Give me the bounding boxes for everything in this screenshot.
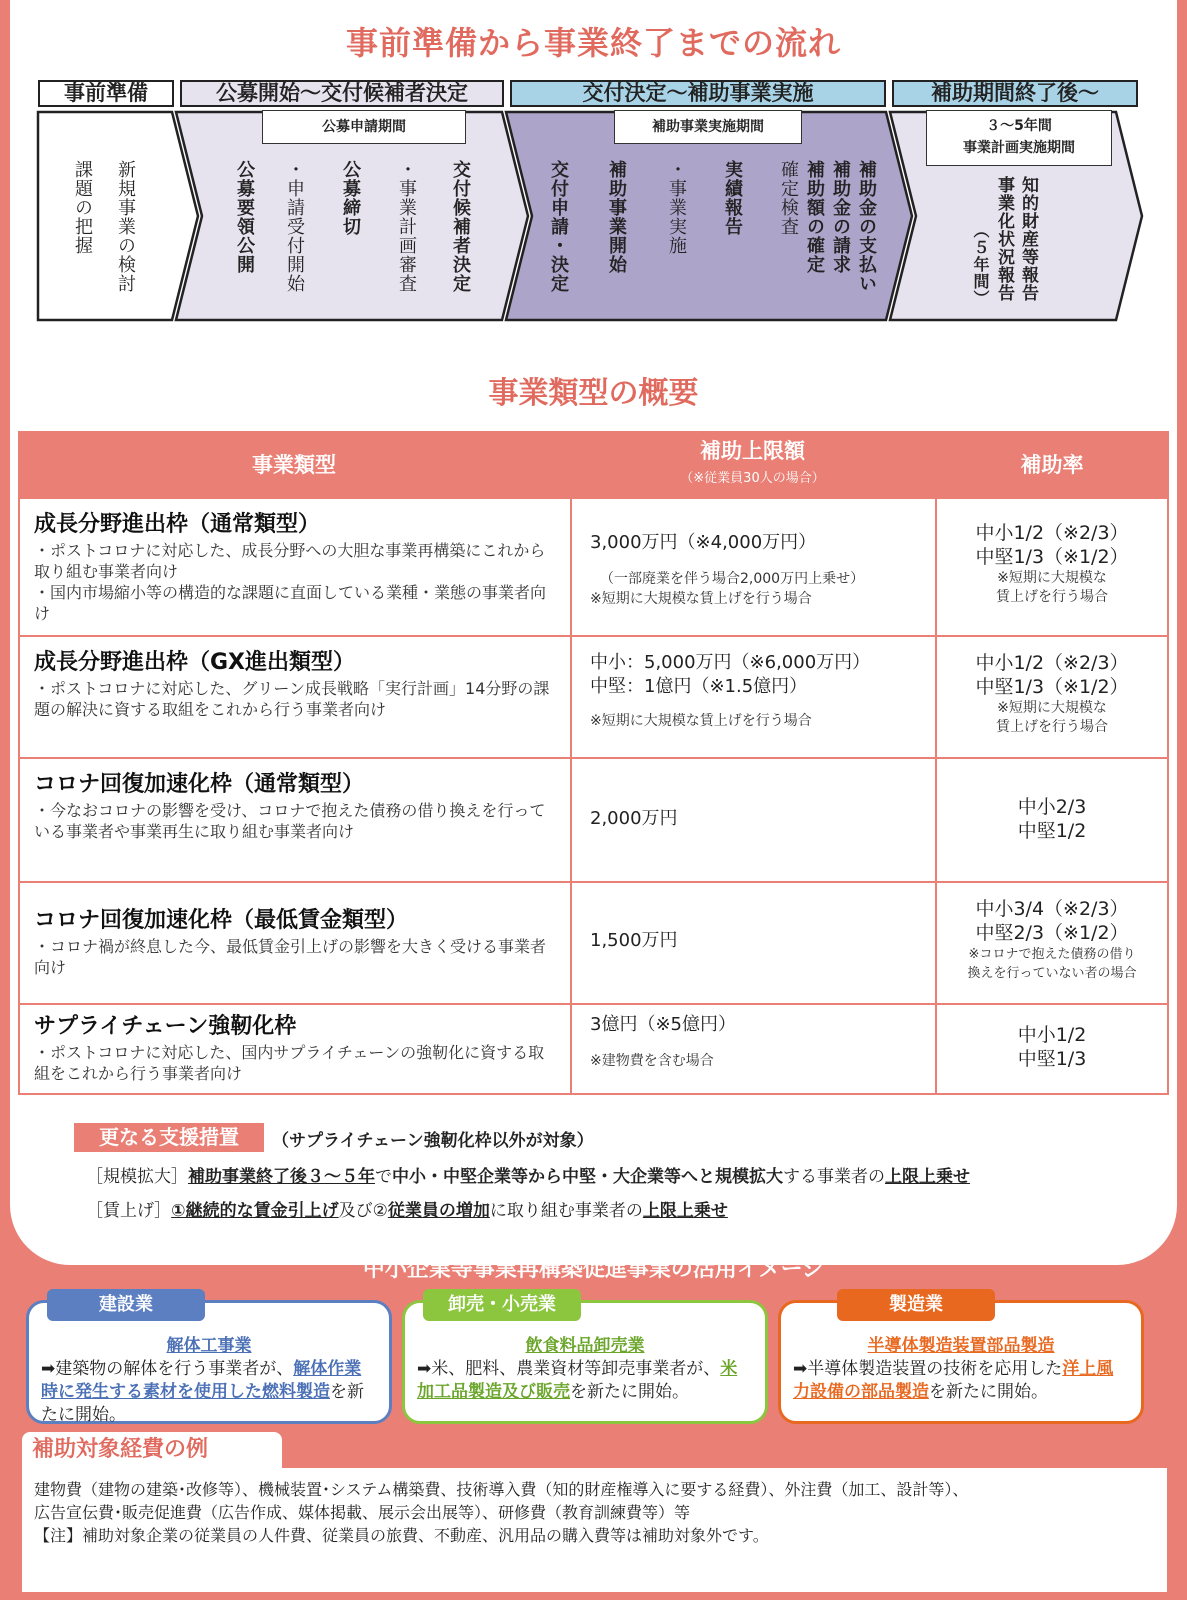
row-amount: 2,000万円: [590, 808, 678, 829]
header-cap: [570, 435, 935, 486]
row-rate-note: 賃上げを行う場合: [996, 719, 1108, 735]
card-body: [793, 1358, 1129, 1404]
row-name: サプライチェーン強靭化枠: [34, 1014, 297, 1039]
row-name: 成長分野進出枠（通常類型）: [34, 512, 321, 537]
step-guideline: 公募要領公開: [234, 160, 255, 274]
phase-after: 補助期間終了後～: [892, 80, 1138, 107]
support-scope: （サプライチェーン強靭化枠以外が対象）: [272, 1131, 594, 1151]
text: を新たに開始。: [929, 1382, 1048, 1402]
step-new-business: 新規事業の検討: [115, 160, 136, 293]
step-candidate-decision: 交付候補者決定: [450, 160, 471, 293]
step-inspection: 確定検査: [778, 160, 799, 236]
table-row: [18, 499, 1169, 637]
step-five-years: （５年間）: [971, 222, 990, 307]
table-row: [18, 883, 1169, 1005]
step-ip-report: 知的財産等報告: [1018, 176, 1038, 302]
expenses-note: 【注】補助対象企業の従業員の人件費、従業員の旅費、不動産、汎用品の購入費等は補助対象外です。: [34, 1526, 769, 1545]
row-desc: ・ポストコロナに対応した、国内サプライチェーンの強靭化に資する取組をこれから行う事業者向け: [34, 1043, 545, 1083]
table-row: [18, 1005, 1169, 1095]
row-name: コロナ回復加速化枠（通常類型）: [34, 772, 365, 797]
header-cap-label: 補助上限額: [700, 439, 805, 463]
step-claim: 補助金の請求: [830, 160, 851, 274]
row-amount: 1,500万円: [590, 930, 678, 951]
support-tag: 更なる支援措置: [74, 1123, 264, 1152]
table-row: [18, 637, 1169, 759]
row-rate: 中堅2/3（※1/2）: [975, 922, 1129, 944]
expenses-tag: 補助対象経費の例: [22, 1432, 282, 1468]
text: を新たに開始。: [41, 1382, 364, 1425]
text: で: [375, 1167, 392, 1187]
card-body: [41, 1358, 377, 1427]
row-amount: 中堅：1億円（※1.5億円）: [590, 676, 808, 697]
row-amount: 3,000万円（※4,000万円）: [590, 532, 817, 553]
text: を新たに開始。: [570, 1382, 689, 1402]
table-header: [18, 431, 1169, 499]
header-cap-note: （※従業員30人の場合）: [680, 471, 825, 486]
row-rate: 中小1/2: [1017, 1024, 1087, 1046]
row-rate: 中小1/2（※2/3）: [975, 652, 1129, 674]
phase-apply: 公募開始～交付候補者決定: [180, 80, 504, 107]
text: 解体作業時に発生する素材を使用した燃料製造: [41, 1359, 362, 1402]
text: ［規模拡大］: [86, 1167, 188, 1187]
row-rate-note: ※コロナで抱えた債務の借り: [968, 947, 1136, 962]
card-body: [417, 1358, 753, 1404]
expenses-line: 広告宣伝費･販売促進費（広告作成、媒体掲載、展示会出展等）、研修費（教育訓練費等）等: [34, 1503, 691, 1522]
support-line-scale: [86, 1162, 970, 1187]
text: に取り組む事業者の: [489, 1201, 643, 1221]
card-tag: 建設業: [47, 1289, 205, 1321]
text: 上限上乗せ: [885, 1167, 970, 1187]
row-amount: 中小：5,000万円（※6,000万円）: [590, 652, 871, 673]
period-box-after: ３～5年間 事業計画実施期間: [926, 110, 1112, 166]
header-type: 事業類型: [252, 453, 336, 477]
period-box-apply: 公募申請期間: [262, 110, 466, 144]
step-deadline: 公募締切: [340, 160, 361, 236]
row-amount-note: （一部廃業を伴う場合2,000万円上乗せ）: [600, 571, 865, 587]
row-rate-note: ※短期に大規模な: [997, 700, 1107, 716]
step-grant-application: 交付申請・決定: [548, 160, 569, 293]
row-desc: ・コロナ禍が終息した今、最低賃金引上げの影響を大きく受ける事業者向け: [34, 937, 547, 977]
overview-title: 事業類型の概要: [488, 376, 699, 411]
card-sub: 解体工事業: [166, 1336, 252, 1356]
step-payment: 補助金の支払い: [856, 160, 877, 293]
text: ［賃上げ］: [86, 1201, 172, 1221]
text: 米加工品製造及び販売: [417, 1359, 738, 1402]
row-amount: 3億円（※5億円）: [590, 1014, 736, 1035]
row-name: 成長分野進出枠（GX進出類型）: [34, 650, 356, 675]
text: 中小・中堅企業等から中堅・大企業等へと規模拡大: [392, 1167, 783, 1187]
phase-impl: 交付決定～補助事業実施: [510, 80, 886, 107]
usage-card-manufacturing: [778, 1294, 1144, 1424]
text: 上限上乗せ: [642, 1201, 728, 1221]
row-rate-note: 賃上げを行う場合: [996, 589, 1108, 605]
row-rate: 中小1/2（※2/3）: [975, 522, 1129, 544]
period-box-impl: 補助事業実施期間: [614, 110, 802, 144]
row-desc: ・今なおコロナの影響を受け、コロナで抱えた債務の借り換えを行っている事業者や事業再生に取り組む事業者向け: [34, 801, 546, 841]
step-plan-review: ・事業計画審査: [396, 160, 417, 293]
flow-title: 事前準備から事業終了までの流れ: [345, 24, 841, 62]
text: ➡半導体製造装置の技術を応用した: [793, 1359, 1063, 1379]
row-rate: 中堅1/3: [1017, 1048, 1087, 1070]
text: ①継続的な賃金引上げ: [171, 1201, 339, 1221]
row-desc: ・国内市場縮小等の構造的な課題に直面している業種・業態の事業者向け: [34, 583, 547, 623]
row-rate: 中堅1/3（※1/2）: [975, 546, 1129, 568]
step-commercial-report: 事業化状況報告: [994, 176, 1014, 302]
row-rate: 中堅1/2: [1017, 820, 1087, 842]
text: ➡建築物の解体を行う事業者が、: [41, 1359, 294, 1379]
card-sub: 半導体製造装置部品製造: [867, 1336, 1055, 1356]
step-issue: 課題の把握: [72, 160, 93, 255]
row-rate: 中小2/3: [1017, 796, 1087, 818]
row-rate: 中堅1/3（※1/2）: [975, 676, 1129, 698]
row-amount-note: ※短期に大規模な賃上げを行う場合: [590, 713, 812, 729]
row-rate-note: ※短期に大規模な: [997, 570, 1107, 586]
expenses-box: [22, 1468, 1167, 1592]
step-report: 実績報告: [722, 160, 743, 236]
header-rate: 補助率: [1020, 453, 1084, 477]
text: ➡米、肥料、農業資材等卸売事業者が、: [417, 1359, 721, 1379]
row-amount-note: ※短期に大規模な賃上げを行う場合: [590, 591, 812, 607]
step-implementation: ・事業実施: [666, 160, 687, 255]
card-tag: 卸売・小売業: [423, 1289, 581, 1321]
expenses-line: 建物費（建物の建築･改修等）、機械装置･システム構築費、技術導入費（知的財産権導入に要する経費）、外注費（加工、設計等）、: [34, 1480, 969, 1499]
step-amount-final: 補助額の確定: [804, 160, 825, 274]
support-line-wage: [86, 1196, 728, 1221]
row-rate: 中小3/4（※2/3）: [975, 898, 1129, 920]
step-start: 補助事業開始: [606, 160, 627, 274]
row-amount-note: ※建物費を含む場合: [590, 1053, 714, 1069]
row-name: コロナ回復加速化枠（最低賃金類型）: [34, 908, 409, 933]
usage-card-construction: [26, 1294, 392, 1425]
card-sub: 飲食料品卸売業: [525, 1336, 645, 1356]
text: 洋上風力設備の部品製造: [793, 1359, 1114, 1402]
text: 補助事業終了後３～５年: [188, 1167, 375, 1187]
text: する事業者の: [783, 1167, 885, 1187]
step-reception: ・申請受付開始: [284, 160, 305, 293]
phase-prep: 事前準備: [38, 80, 174, 107]
table-row: [18, 759, 1169, 883]
row-desc: ・ポストコロナに対応した、グリーン成長戦略「実行計画」14分野の課題の解決に資する取組をこれから行う事業者向け: [34, 679, 550, 719]
text: 及び②: [338, 1201, 388, 1221]
card-tag: 製造業: [837, 1289, 995, 1321]
usage-card-wholesale: [402, 1294, 768, 1424]
row-rate-note: 換えを行っていない者の場合: [967, 966, 1137, 981]
text: 従業員の増加: [387, 1201, 490, 1221]
row-desc: ・ポストコロナに対応した、成長分野への大胆な事業再構築にこれから取り組む事業者向け: [34, 541, 546, 581]
usage-title: 中小企業等事業再構築促進事業の活用イメージ: [362, 1257, 825, 1282]
